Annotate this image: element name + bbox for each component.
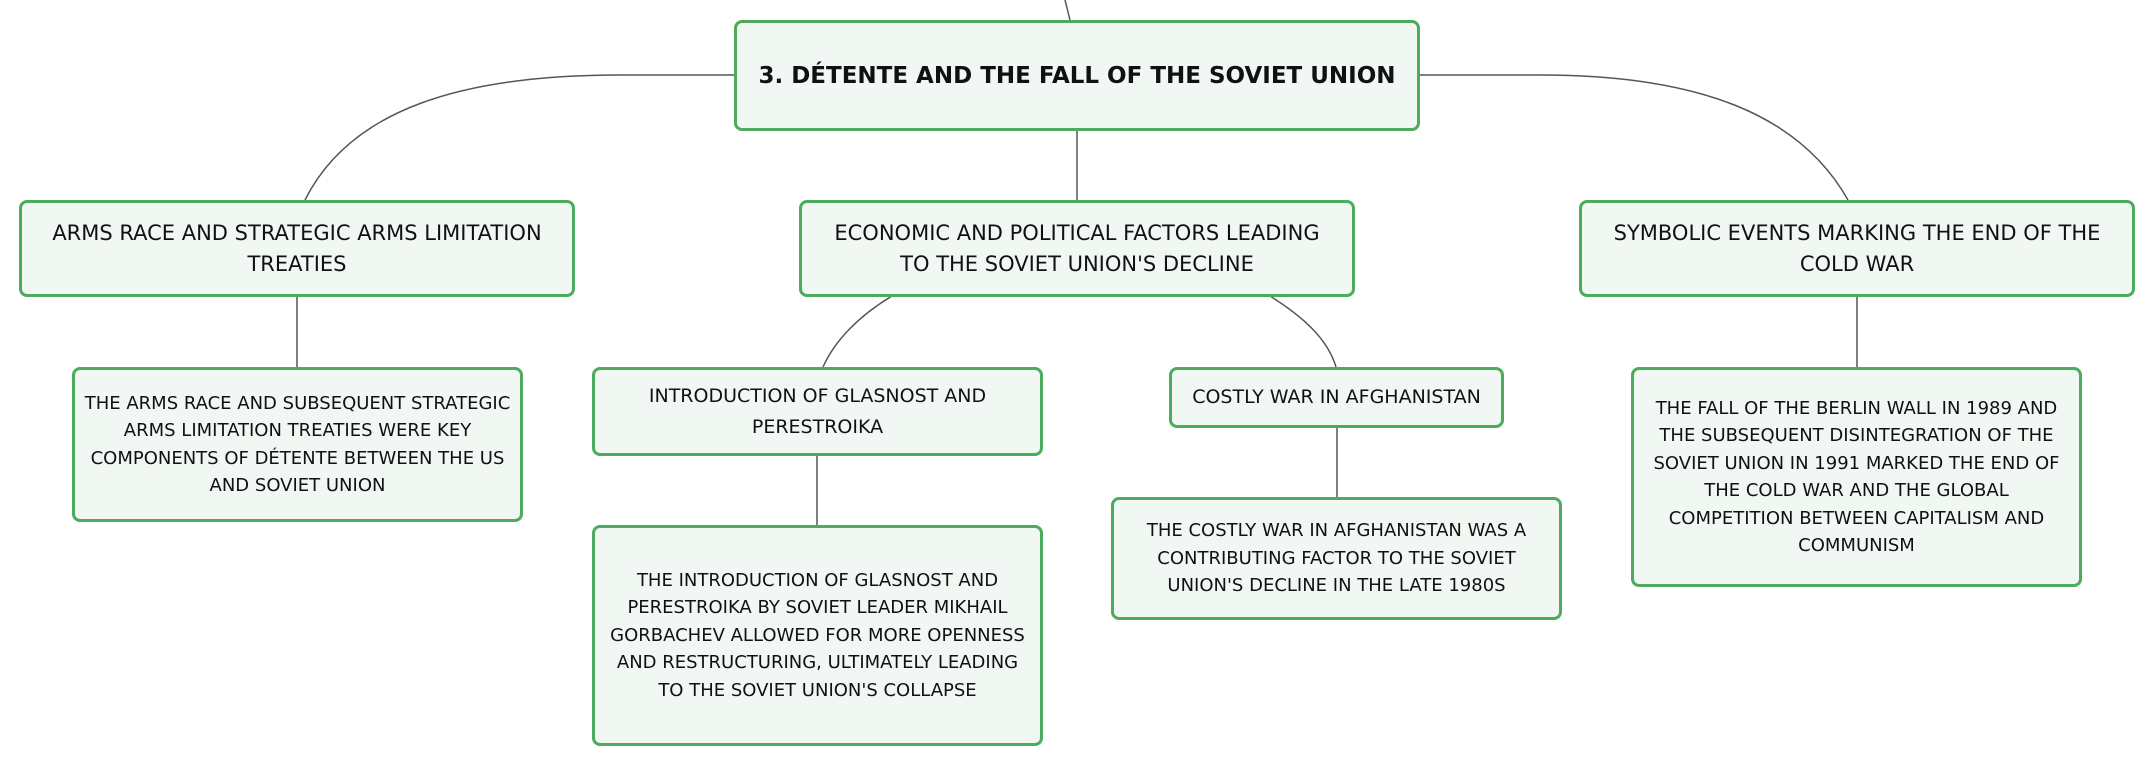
branch-symbolic-events-node[interactable] xyxy=(1579,200,2135,297)
afghanistan-war-detail-node[interactable] xyxy=(1111,497,1562,620)
branch-symbolic-events-label: SYMBOLIC EVENTS MARKING THE END OF THE COLD WAR xyxy=(1613,220,2101,276)
arms-race-detail-text: THE ARMS RACE AND SUBSEQUENT STRATEGIC ARMS LIMITATION TREATIES WERE KEY COMPONENTS OF DÉTENTE BETWEEN THE US AND SOVIET UNION xyxy=(84,392,511,496)
arms-race-detail-node[interactable] xyxy=(72,367,523,522)
branch-economic-political-node[interactable] xyxy=(799,200,1355,297)
edge-root-to-symbolic xyxy=(1420,75,1848,200)
root-topic-node[interactable] xyxy=(734,20,1420,131)
glasnost-perestroika-node[interactable] xyxy=(592,367,1043,456)
symbolic-events-detail-node[interactable] xyxy=(1631,367,2082,587)
root-topic-label: 3. DÉTENTE AND THE FALL OF THE SOVIET UNION xyxy=(758,62,1396,89)
afghanistan-war-node[interactable] xyxy=(1169,367,1504,428)
branch-arms-race-node[interactable] xyxy=(19,200,575,297)
afghanistan-war-detail-text: THE COSTLY WAR IN AFGHANISTAN WAS A CONTRIBUTING FACTOR TO THE SOVIET UNION'S DECLINE IN THE LATE 1980S xyxy=(1146,520,1527,597)
afghanistan-war-label: COSTLY WAR IN AFGHANISTAN xyxy=(1192,386,1481,408)
branch-arms-race-label: ARMS RACE AND STRATEGIC ARMS LIMITATION TREATIES xyxy=(52,220,542,276)
edge-economic-to-glasnost xyxy=(823,296,892,367)
glasnost-perestroika-detail-text: THE INTRODUCTION OF GLASNOST AND PERESTROIKA BY SOVIET LEADER MIKHAIL GORBACHEV ALLOWED FOR MORE OPENNESS AND RESTRUCTURING, ULTIMATELY LEADING TO THE SOVIET UNION'S COLLAPSE xyxy=(610,569,1025,701)
edge-root-to-arms xyxy=(305,75,734,200)
symbolic-events-detail-text: THE FALL OF THE BERLIN WALL IN 1989 AND THE SUBSEQUENT DISINTEGRATION OF THE SOVIET UNION IN 1991 MARKED THE END OF THE COLD WAR AND THE GLOBAL COMPETITION BETWEEN CAPITALISM AND COMMUNISM xyxy=(1653,397,2060,556)
glasnost-perestroika-label: INTRODUCTION OF GLASNOST AND PERESTROIKA xyxy=(648,384,987,438)
glasnost-perestroika-detail-node[interactable] xyxy=(592,525,1043,746)
branch-economic-political-label: ECONOMIC AND POLITICAL FACTORS LEADING TO THE SOVIET UNION'S DECLINE xyxy=(834,220,1320,276)
edge-economic-to-afghanistan xyxy=(1270,296,1336,367)
edge-parent-to-root xyxy=(1065,0,1070,20)
